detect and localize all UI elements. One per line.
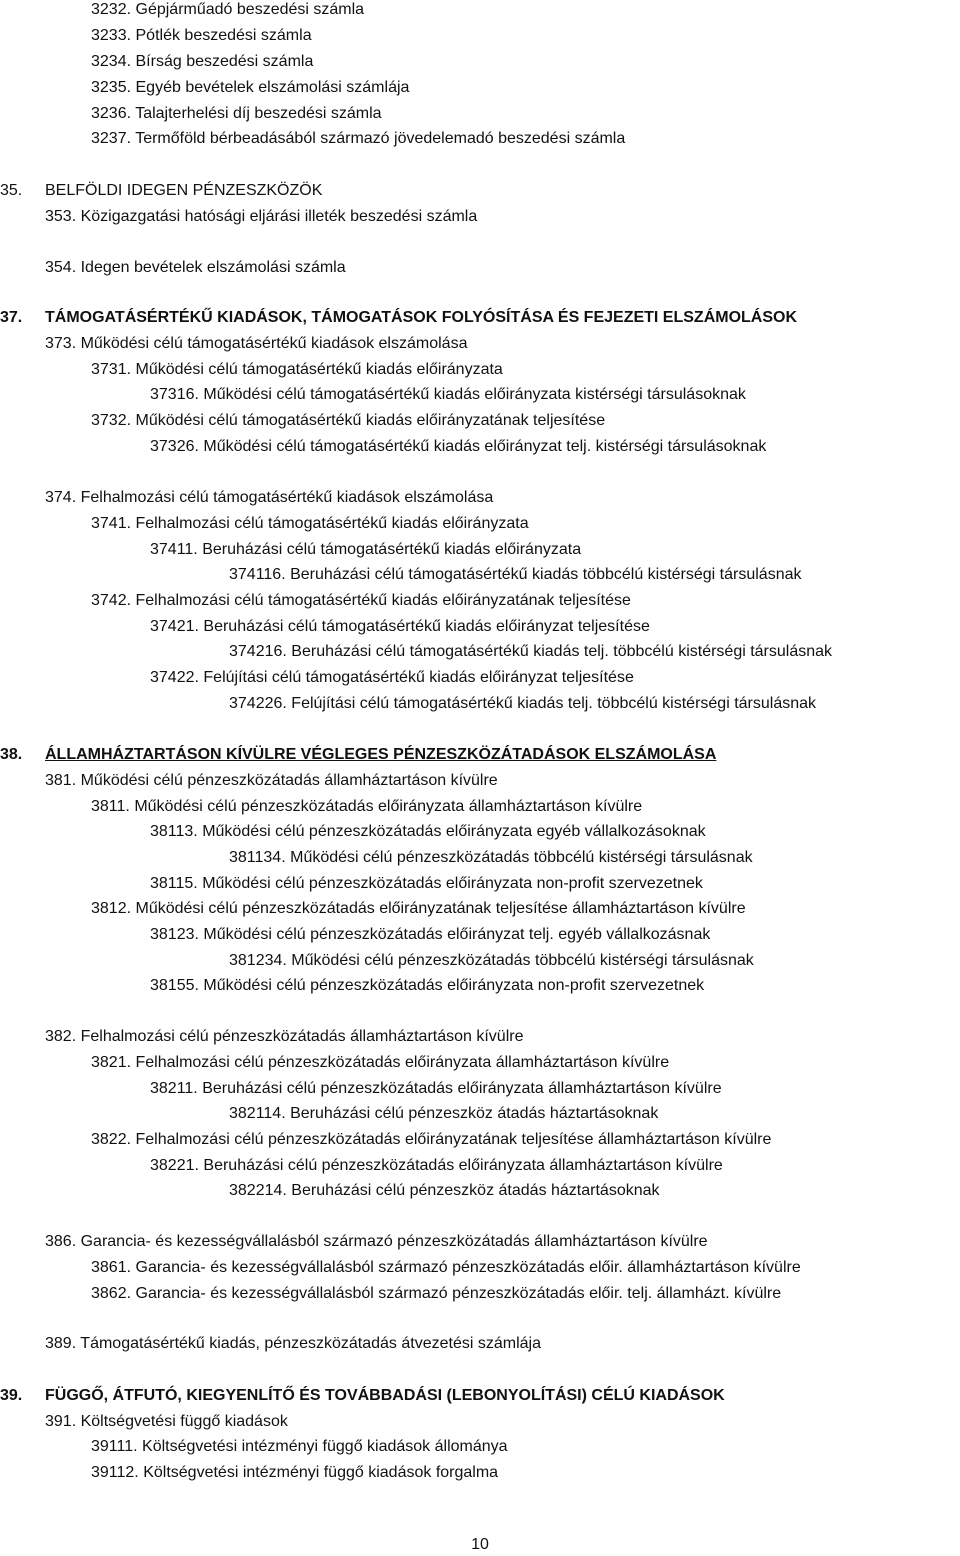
account-number: 3234. — [91, 53, 132, 70]
account-number: 39. — [0, 1387, 23, 1404]
account-number: 38123. — [150, 926, 199, 943]
account-title: FÜGGŐ, ÁTFUTÓ, KIEGYENLÍTŐ ÉS TOVÁBBADÁSI (LEBONYOLÍTÁSI) CÉLÚ KIADÁSOK — [45, 1387, 725, 1404]
account-line — [91, 411, 605, 431]
account-line — [91, 899, 746, 919]
account-title: Beruházási célú támogatásértékű kiadás előirányzat teljesítése — [203, 618, 650, 635]
account-number: 39111. — [91, 1438, 138, 1455]
account-line — [91, 129, 625, 149]
account-number: 382. — [45, 1028, 77, 1045]
account-line — [229, 848, 753, 868]
account-line — [91, 1284, 781, 1304]
account-title: Beruházási célú pénzeszköz átadás háztartásoknak — [290, 1105, 659, 1122]
account-number: 3861. — [91, 1259, 132, 1276]
account-number: 3822. — [91, 1131, 132, 1148]
account-number: 3237. — [91, 130, 132, 147]
account-number: 381234. — [229, 952, 287, 969]
account-title: TÁMOGATÁSÉRTÉKŰ KIADÁSOK, TÁMOGATÁSOK FOLYÓSÍTÁSA ÉS FEJEZETI ELSZÁMOLÁSOK — [45, 309, 798, 326]
account-number: 3742. — [91, 592, 132, 609]
account-title: Közigazgatási hatósági eljárási illeték beszedési számla — [80, 208, 478, 225]
account-number: 3235. — [91, 79, 132, 96]
account-line — [150, 437, 766, 457]
account-number: 38211. — [150, 1080, 198, 1097]
account-number: 37421. — [150, 618, 199, 635]
account-title: Felhalmozási célú támogatásértékű kiadás előirányzata — [135, 515, 529, 532]
account-line — [91, 360, 503, 380]
account-title: Beruházási célú támogatásértékű kiadás előirányzata — [202, 541, 582, 558]
section-heading — [0, 308, 797, 328]
account-number: 3732. — [91, 412, 132, 429]
account-title: Felhalmozási célú támogatásértékű kiadás előirányzatának teljesítése — [135, 592, 631, 609]
account-title: Garancia- és kezességvállalásból származó pénzeszközátadás előir. államháztartáson kívülre — [135, 1259, 801, 1276]
account-title: Működési célú pénzeszközátadás előirányzatának teljesítése államháztartáson kívülre — [135, 900, 746, 917]
account-title: Költségvetési intézményi függő kiadások állománya — [142, 1438, 508, 1455]
account-line — [91, 0, 364, 20]
account-title: Beruházási célú támogatásértékű kiadás telj. többcélú kistérségi társulásnak — [291, 643, 833, 660]
section-heading — [0, 745, 716, 765]
account-title: Beruházási célú pénzeszköz átadás háztartásoknak — [291, 1182, 660, 1199]
account-line — [150, 874, 703, 894]
account-number: 3811. — [91, 798, 130, 815]
account-number: 381. — [45, 772, 77, 789]
account-title: Felhalmozási célú pénzeszközátadás előirányzata államháztartáson kívülre — [135, 1054, 670, 1071]
account-title: Garancia- és kezességvállalásból származó pénzeszközátadás előir. telj. államházt. kívülre — [135, 1285, 782, 1302]
account-number: 39112. — [91, 1464, 139, 1481]
account-line — [150, 540, 581, 560]
account-number: 374. — [45, 489, 77, 506]
account-number: 386. — [45, 1233, 77, 1250]
account-number: 38. — [0, 746, 23, 763]
account-line — [91, 1130, 771, 1150]
account-title: Felhalmozási célú pénzeszközátadás államháztartáson kívülre — [80, 1028, 524, 1045]
account-title: Működési célú támogatásértékű kiadás előirányzata kistérségi társulásoknak — [203, 386, 746, 403]
account-number: 3741. — [91, 515, 132, 532]
account-title: Idegen bevételek elszámolási számla — [80, 259, 346, 276]
account-title: Beruházási célú pénzeszközátadás előirányzata államháztartáson kívülre — [202, 1080, 722, 1097]
account-number: 374216. — [229, 643, 287, 660]
account-number: 35. — [0, 182, 23, 199]
account-number: 3821. — [91, 1054, 132, 1071]
account-line — [150, 385, 746, 405]
account-line — [91, 797, 642, 817]
account-number: 374226. — [229, 695, 287, 712]
account-number: 354. — [45, 259, 77, 276]
account-title: Bírság beszedési számla — [135, 53, 314, 70]
account-line — [91, 1258, 801, 1278]
account-title: Beruházási célú pénzeszközátadás előirányzata államháztartáson kívülre — [203, 1157, 723, 1174]
account-number: 3731. — [91, 361, 132, 378]
account-number: 382114. — [229, 1105, 286, 1122]
account-title: Egyéb bevételek elszámolási számlája — [135, 79, 410, 96]
account-number: 3233. — [91, 27, 132, 44]
account-line — [150, 1156, 723, 1176]
account-line — [91, 591, 631, 611]
account-title: Működési célú pénzeszközátadás előirányzata non-profit szervezetnek — [202, 875, 703, 892]
account-number: 381134. — [229, 849, 286, 866]
account-line — [150, 617, 650, 637]
account-line — [45, 258, 346, 278]
account-title: Működési célú pénzeszközátadás többcélú kistérségi társulásnak — [291, 952, 754, 969]
account-number: 389. — [45, 1335, 77, 1352]
account-title: Garancia- és kezességvállalásból származó pénzeszközátadás államháztartáson kívülre — [80, 1233, 708, 1250]
account-line — [150, 925, 710, 945]
account-line — [229, 694, 816, 714]
account-title: Felhalmozási célú pénzeszközátadás előirányzatának teljesítése államháztartáson kívülre — [135, 1131, 772, 1148]
account-number: 3236. — [91, 105, 132, 122]
account-line — [91, 26, 312, 46]
account-title: Működési célú támogatásértékű kiadás előirányzatának teljesítése — [135, 412, 606, 429]
account-line — [150, 976, 704, 996]
account-title: Működési célú pénzeszközátadás előirányzata non-profit szervezetnek — [203, 977, 705, 994]
account-title: Költségvetési függő kiadások — [80, 1413, 288, 1430]
account-title: Működési célú pénzeszközátadás államháztartáson kívülre — [80, 772, 498, 789]
account-title: Pótlék beszedési számla — [135, 27, 312, 44]
account-number: 353. — [45, 208, 77, 225]
account-number: 3812. — [91, 900, 132, 917]
account-number: 391. — [45, 1413, 77, 1430]
account-number: 37316. — [150, 386, 199, 403]
account-line — [45, 1334, 541, 1354]
account-title: Működési célú pénzeszközátadás előirányzata egyéb vállalkozásoknak — [202, 823, 706, 840]
account-title: ÁLLAMHÁZTARTÁSON KÍVÜLRE VÉGLEGES PÉNZESZKÖZÁTADÁSOK ELSZÁMOLÁSA — [45, 746, 717, 763]
account-line — [91, 514, 529, 534]
account-line — [45, 771, 498, 791]
account-number: 37422. — [150, 669, 199, 686]
account-line — [229, 565, 802, 585]
account-line — [45, 1232, 708, 1252]
section-heading — [0, 1386, 725, 1406]
account-title: Működési célú pénzeszközátadás előirányzata államháztartáson kívülre — [134, 798, 643, 815]
account-number: 37411. — [150, 541, 198, 558]
account-line — [91, 52, 313, 72]
account-title: Támogatásértékű kiadás, pénzeszközátadás átvezetési számlája — [80, 1335, 541, 1352]
account-title: Működési célú támogatásértékű kiadás előirányzata — [135, 361, 503, 378]
account-line — [91, 1053, 669, 1073]
account-title: Működési célú támogatásértékű kiadás előirányzat telj. kistérségi társulásoknak — [203, 438, 767, 455]
account-title: Termőföld bérbeadásából származó jövedelemadó beszedési számla — [135, 130, 626, 147]
account-line — [229, 951, 754, 971]
page-number: 10 — [471, 1536, 489, 1553]
account-line — [45, 1412, 288, 1432]
account-line — [91, 78, 409, 98]
account-number: 382214. — [229, 1182, 287, 1199]
account-number: 38113. — [150, 823, 198, 840]
account-number: 3232. — [91, 1, 132, 18]
account-line — [229, 642, 832, 662]
account-line — [45, 1027, 523, 1047]
account-title: Felújítási célú támogatásértékű kiadás telj. többcélú kistérségi társulásnak — [291, 695, 817, 712]
account-number: 3862. — [91, 1285, 132, 1302]
account-line — [150, 668, 634, 688]
account-number: 38221. — [150, 1157, 199, 1174]
account-line — [45, 334, 467, 354]
account-line — [229, 1104, 658, 1124]
account-title: Felhalmozási célú támogatásértékű kiadások elszámolása — [80, 489, 494, 506]
account-line — [150, 1079, 722, 1099]
account-line — [91, 1437, 508, 1457]
account-title: Működési célú támogatásértékű kiadások elszámolása — [80, 335, 468, 352]
account-title: Költségvetési intézményi függő kiadások forgalma — [143, 1464, 499, 1481]
account-line — [150, 822, 706, 842]
account-number: 38115. — [150, 875, 198, 892]
account-line — [91, 104, 382, 124]
account-number: 37326. — [150, 438, 199, 455]
account-title: BELFÖLDI IDEGEN PÉNZESZKÖZÖK — [45, 182, 323, 199]
account-title: Beruházási célú támogatásértékű kiadás többcélú kistérségi társulásnak — [290, 566, 802, 583]
account-line — [229, 1181, 660, 1201]
account-title: Működési célú pénzeszközátadás többcélú kistérségi társulásnak — [290, 849, 753, 866]
account-title: Felújítási célú támogatásértékű kiadás előirányzat teljesítése — [203, 669, 634, 686]
account-line — [91, 1463, 498, 1483]
account-line — [45, 207, 477, 227]
section-heading — [0, 181, 322, 201]
account-title: Működési célú pénzeszközátadás előirányzat telj. egyéb vállalkozásnak — [203, 926, 711, 943]
account-number: 373. — [45, 335, 77, 352]
account-number: 38155. — [150, 977, 199, 994]
account-line — [45, 488, 493, 508]
account-title: Gépjárműadó beszedési számla — [135, 1, 365, 18]
account-number: 374116. — [229, 566, 286, 583]
account-title: Talajterhelési díj beszedési számla — [135, 105, 382, 122]
account-number: 37. — [0, 309, 23, 326]
